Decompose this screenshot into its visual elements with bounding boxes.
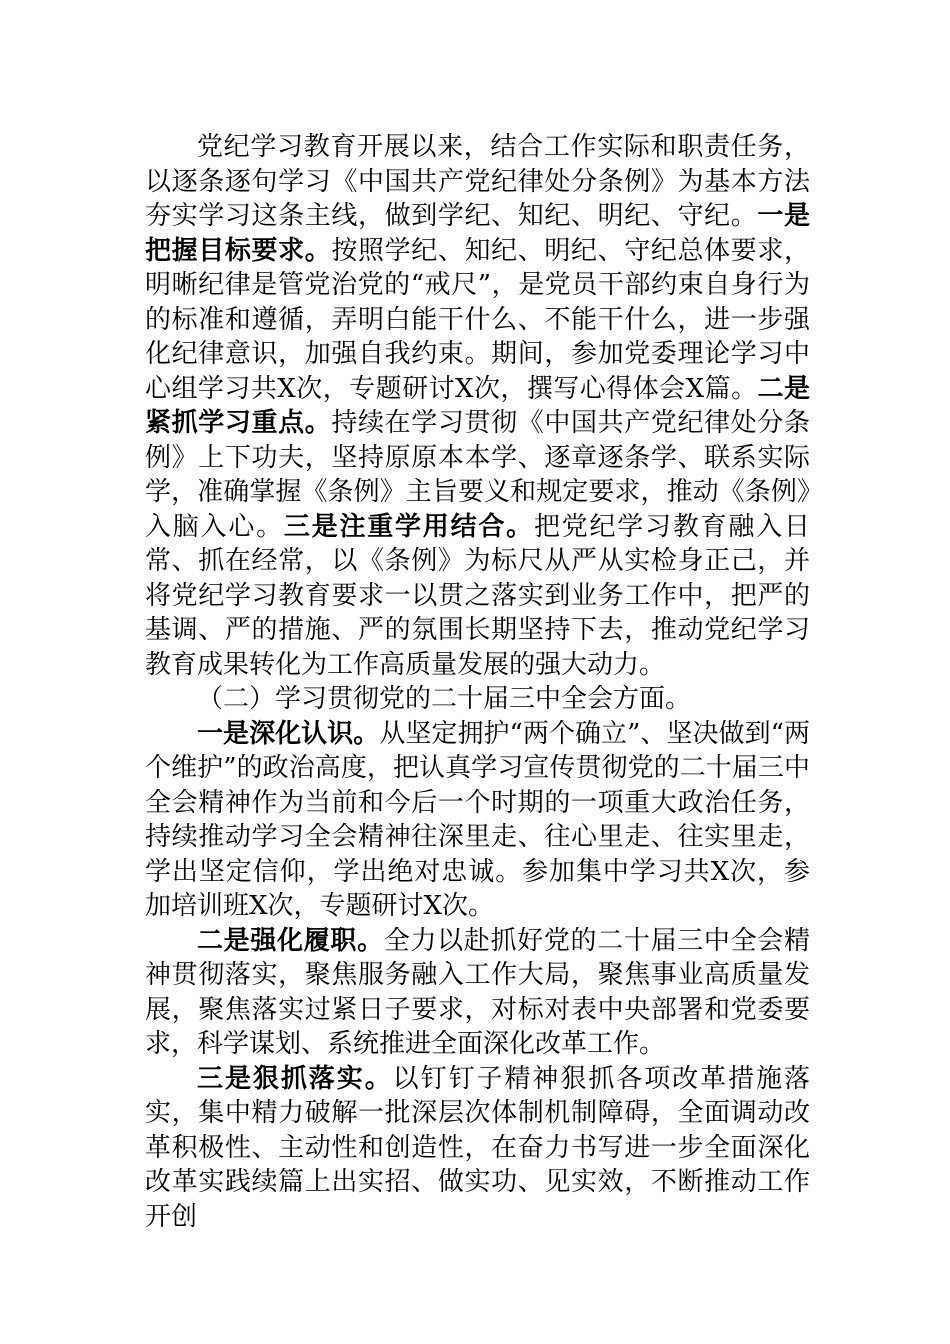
text-segment: 把党纪学习教育融入日常、抓在经常，以《条例》为标尺从严从实检身正己，并将党纪学习教育要求一以贯之落实到业务工作中，把严的基调、严的措施、严的氛围长期坚持下去，推动党纪学习教育成果转化为工作高质量发展的强大动力。	[145, 511, 810, 680]
text-segment: 党纪学习教育开展以来，结合工作实际和职责任务，以逐条逐句学习《中国共产党纪律处分条例》为基本方法夯实学习这条主线，做到学纪、知纪、明纪、守纪。	[145, 132, 810, 231]
paragraph-party-discipline	[145, 130, 810, 682]
paragraph-deepen-understanding	[145, 717, 810, 924]
bold-heading-two: 二是强化履职。	[197, 925, 384, 956]
bold-heading-three: 三是注重学用结合。	[283, 511, 534, 542]
bold-heading-three: 三是狠抓落实。	[197, 1063, 393, 1094]
bold-heading-one: 一是深化认识。	[197, 718, 380, 749]
section-heading	[145, 682, 810, 717]
paragraph-strengthen-duty	[145, 924, 810, 1062]
text-segment: 按照学纪、知纪、明纪、守纪总体要求，明晰纪律是管党治党的“戒尺”，是党员干部约束自身行为的标准和遵循，弄明白能干什么、不能干什么，进一步强化纪律意识，加强自我约束。期间，参加党委理论学习中心组学习共X次，专题研讨X次，撰写心得体会X篇。	[145, 235, 810, 404]
section-heading-text: （二）学习贯彻党的二十届三中全会方面。	[197, 684, 692, 714]
bold-heading-one: 一是把握目标要求。	[145, 201, 810, 266]
document-body	[145, 130, 810, 1234]
paragraph-implementation	[145, 1062, 810, 1235]
text-segment: 全力以赴抓好党的二十届三中全会精神贯彻落实，聚焦服务融入工作大局，聚焦事业高质量发展，聚焦落实过紧日子要求，对标对表中央部署和党委要求，科学谋划、系统推进全面深化改革工作。	[145, 925, 810, 1059]
text-segment: 从坚定拥护“两个确立”、坚决做到“两个维护”的政治高度，把认真学习宣传贯彻党的二十届三中全会精神作为当前和今后一个时期的一项重大政治任务，持续推动学习全会精神往深里走、往心里走、往实里走，学出坚定信仰，学出绝对忠诚。参加集中学习共X次，参加培训班X次，专题研讨X次。	[145, 718, 810, 921]
bold-heading-two: 二是紧抓学习重点。	[145, 373, 810, 438]
text-segment: 以钉钉子精神狠抓各项改革措施落实，集中精力破解一批深层次体制机制障碍，全面调动改革积极性、主动性和创造性，在奋力书写进一步全面深化改革实践续篇上出实招、做实功、见实效，不断推动工作开创	[145, 1063, 810, 1232]
text-segment: 持续在学习贯彻《中国共产党纪律处分条例》上下功夫，坚持原原本本学、逐章逐条学、联系实际学，准确掌握《条例》主旨要义和规定要求，推动《条例》入脑入心。	[145, 408, 810, 542]
